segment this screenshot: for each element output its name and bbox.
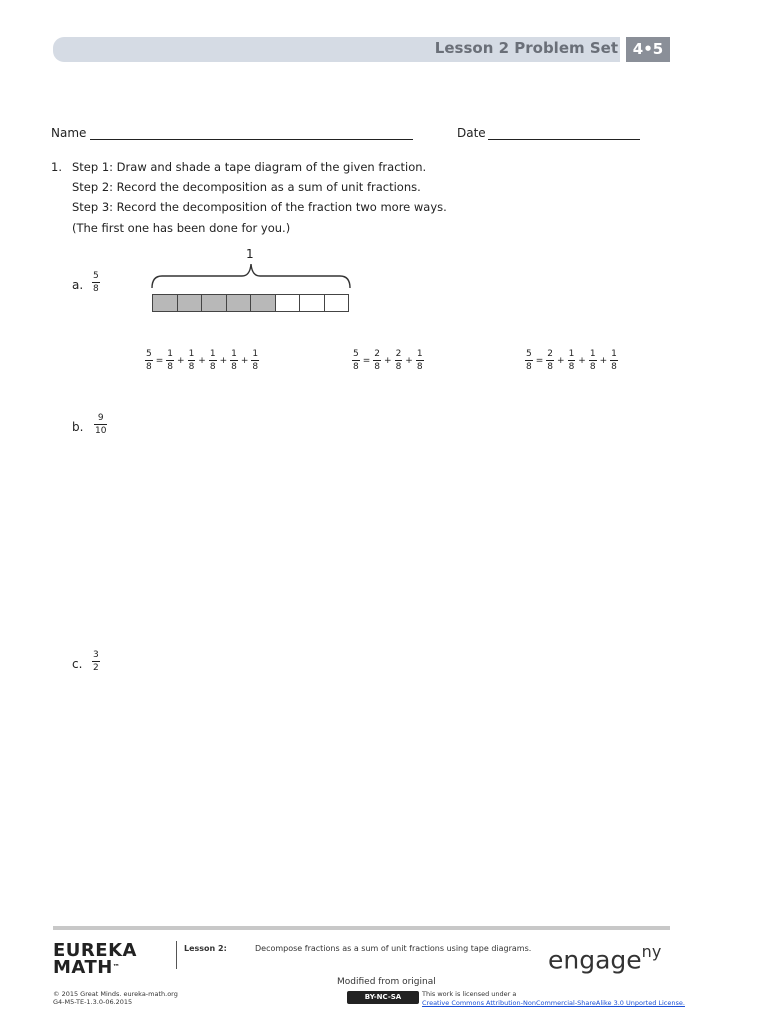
fraction <box>416 349 424 372</box>
equals-sign: = <box>535 355 544 366</box>
name-line <box>90 139 413 140</box>
equals-sign: = <box>155 355 164 366</box>
copyright-text: © 2015 Great Minds. eureka-math.org <box>53 990 178 998</box>
fraction-denominator: 8 <box>589 362 596 372</box>
fraction <box>525 349 533 372</box>
name-label: Name <box>51 126 87 140</box>
curly-brace <box>150 260 352 290</box>
plus-sign: + <box>240 355 249 366</box>
fraction <box>230 349 238 372</box>
fraction <box>568 349 576 372</box>
fraction-denominator: 8 <box>547 362 554 372</box>
tape-diagram <box>152 294 349 312</box>
footer-divider <box>176 941 177 969</box>
license-text: This work is licensed under a <box>422 990 517 998</box>
fraction-denominator: 8 <box>146 362 152 372</box>
fraction-numerator: 1 <box>167 349 174 359</box>
instruction-note: (The first one has been done for you.) <box>72 221 291 235</box>
brace-label: 1 <box>246 247 254 261</box>
eureka-math-logo <box>53 942 137 976</box>
tape-cell <box>276 295 301 311</box>
fraction <box>395 349 403 372</box>
fraction-numerator: 5 <box>93 271 99 281</box>
plus-sign: + <box>578 355 586 366</box>
fraction <box>373 349 381 372</box>
part-b-fraction <box>93 413 108 436</box>
logo-line-1: EUREKA <box>53 940 137 961</box>
part-a-label: a. <box>72 278 84 292</box>
fraction-numerator: 1 <box>209 349 216 359</box>
plus-sign: + <box>599 355 608 366</box>
equation-3 <box>524 349 619 372</box>
fraction-denominator: 2 <box>93 663 99 673</box>
fraction-numerator: 1 <box>231 349 237 359</box>
tape-cell-shaded <box>251 295 276 311</box>
equals-sign: = <box>362 355 371 366</box>
part-b-label: b. <box>72 420 84 434</box>
document-code: G4-M5-TE-1.3.0-06.2015 <box>53 998 133 1006</box>
fraction-numerator: 5 <box>526 349 532 359</box>
fraction <box>251 349 259 372</box>
plus-sign: + <box>557 355 565 366</box>
footer-lesson-label: Lesson 2: <box>184 944 227 953</box>
modified-note: Modified from original <box>337 977 436 987</box>
fraction <box>352 349 360 372</box>
equation-2 <box>351 349 425 372</box>
fraction-denominator: 8 <box>611 362 617 372</box>
part-c-fraction <box>91 650 101 673</box>
page-title: Lesson 2 Problem Set <box>434 39 618 57</box>
fraction-denominator: 8 <box>374 362 381 372</box>
fraction-numerator: 1 <box>416 349 423 359</box>
fraction <box>610 349 618 372</box>
fraction <box>209 349 217 372</box>
lesson-badge: 4•5 <box>626 37 670 62</box>
fraction-numerator: 1 <box>252 349 259 359</box>
fraction-numerator: 2 <box>374 349 381 359</box>
tape-cell-shaded <box>227 295 252 311</box>
fraction-denominator: 10 <box>95 426 107 436</box>
fraction-numerator: 1 <box>611 349 617 359</box>
fraction-numerator: 2 <box>547 349 554 359</box>
cc-badge-text: BY-NC-SA <box>364 993 402 1001</box>
equation-1 <box>144 349 260 372</box>
tape-cell-shaded <box>202 295 227 311</box>
fraction-numerator: 1 <box>188 349 195 359</box>
fraction-numerator: 2 <box>395 349 402 359</box>
fraction <box>546 349 554 372</box>
fraction-denominator: 8 <box>395 362 402 372</box>
logo-trademark: ™ <box>112 963 121 971</box>
tape-cell <box>325 295 349 311</box>
logo-line-2: MATH <box>53 957 113 978</box>
cc-license-badge <box>347 991 419 1004</box>
fraction-denominator: 8 <box>231 362 237 372</box>
fraction-denominator: 8 <box>568 362 575 372</box>
engage-text: engage <box>548 945 642 975</box>
plus-sign: + <box>405 355 413 366</box>
instruction-step-3: Step 3: Record the decomposition of the fraction two more ways. <box>72 200 447 214</box>
fraction-denominator: 8 <box>353 362 359 372</box>
engage-superscript: ny <box>641 942 662 961</box>
footer-rule <box>53 926 670 930</box>
fraction-numerator: 1 <box>589 349 596 359</box>
fraction-denominator: 8 <box>167 362 174 372</box>
instruction-step-2: Step 2: Record the decomposition as a sum of unit fractions. <box>72 180 421 194</box>
date-label: Date <box>457 126 486 140</box>
date-line <box>488 139 640 140</box>
plus-sign: + <box>219 355 228 366</box>
fraction <box>589 349 597 372</box>
fraction-denominator: 8 <box>188 362 195 372</box>
tape-cell-shaded <box>178 295 203 311</box>
part-a-fraction <box>91 271 101 294</box>
plus-sign: + <box>177 355 185 366</box>
tape-cell-shaded <box>153 295 178 311</box>
plus-sign: + <box>198 355 206 366</box>
fraction-numerator: 5 <box>146 349 152 359</box>
fraction-denominator: 8 <box>252 362 259 372</box>
fraction-numerator: 5 <box>353 349 359 359</box>
license-link[interactable]: Creative Commons Attribution-NonCommercial-ShareAlike 3.0 Unported License. <box>422 999 685 1007</box>
fraction-numerator: 3 <box>93 650 99 660</box>
fraction-denominator: 8 <box>526 362 532 372</box>
problem-number: 1. <box>51 160 62 174</box>
fraction-denominator: 8 <box>93 284 99 294</box>
fraction-denominator: 8 <box>416 362 423 372</box>
fraction-numerator: 1 <box>568 349 575 359</box>
footer-lesson-description: Decompose fractions as a sum of unit fractions using tape diagrams. <box>255 944 532 953</box>
fraction <box>166 349 174 372</box>
fraction <box>145 349 153 372</box>
engageny-logo <box>548 944 661 974</box>
plus-sign: + <box>384 355 392 366</box>
instruction-step-1: Step 1: Draw and shade a tape diagram of the given fraction. <box>72 160 427 174</box>
tape-cell <box>300 295 325 311</box>
fraction-numerator: 9 <box>97 413 104 423</box>
fraction-denominator: 8 <box>209 362 216 372</box>
part-c-label: c. <box>72 657 83 671</box>
fraction <box>188 349 196 372</box>
